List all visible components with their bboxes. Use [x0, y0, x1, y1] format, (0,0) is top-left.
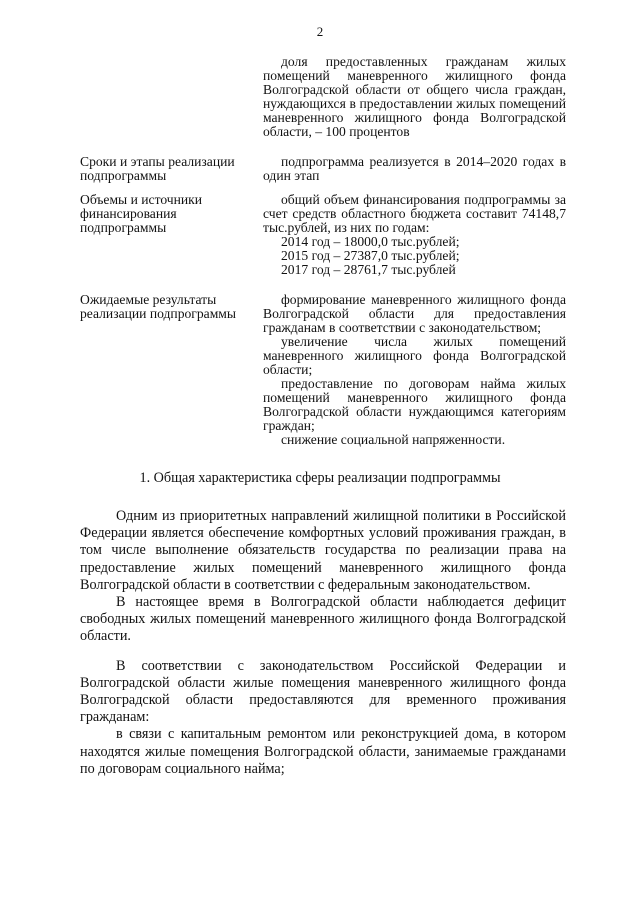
indicator-text: доля предоставленных гражданам жилых помещений маневренного жилищного фонда Волгоградской области от общего числа граждан, нуждающихся в предоставлении жилых помещений маневренного жилищного фонда Волгоградской области, – 100 процентов — [263, 54, 566, 139]
passport-label-results: Ожидаемые результаты реализации подпрограммы — [80, 292, 237, 321]
funding-text: общий объем финансирования подпрограммы за счет средств областного бюджета составит 74148,7 тыс.рублей, из них по годам: — [263, 192, 566, 235]
result-item: снижение социальной напряженности. — [281, 432, 506, 447]
result-item: формирование маневренного жилищного фонда Волгоградской области для предоставления гражданам в соответствии с законодательством; — [263, 292, 566, 335]
terms-text: подпрограмма реализуется в 2014–2020 годах в один этап — [263, 154, 566, 183]
passport-label-terms: Сроки и этапы реализации подпрограммы — [80, 154, 235, 183]
funding-year-2017: 2017 год – 28761,7 тыс.рублей — [281, 262, 456, 277]
passport-label-empty — [80, 55, 263, 139]
body-text — [80, 508, 566, 778]
paragraph: В соответствии с законодательством Российской Федерации и Волгоградской области жилые помещения маневренного жилищного фонда Волгоградской области предоставляются для временного проживания гражданам: — [80, 657, 566, 726]
funding-year-2015: 2015 год – 27387,0 тыс.рублей; — [281, 248, 460, 263]
paragraph: в связи с капитальным ремонтом или реконструкцией дома, в котором находятся жилые помещения Волгоградской области, занимаемые гражданами по договорам социального найма; — [80, 726, 566, 777]
passport-table — [80, 55, 566, 447]
section-title: 1. Общая характеристика сферы реализации подпрограммы — [139, 470, 501, 486]
passport-row-terms — [80, 155, 566, 183]
paragraph: Одним из приоритетных направлений жилищной политики в Российской Федерации является обеспечение комфортных условий проживания граждан, в том числе выполнение обязательств государства по реализации права на предоставление жилых помещений маневренного жилищного фонда Волгоградской области в соответствии с федеральным законодательством. — [80, 508, 566, 593]
passport-row-indicators — [80, 55, 566, 139]
passport-row-funding — [80, 193, 566, 277]
passport-row-results — [80, 293, 566, 447]
passport-label-funding: Объемы и источники финансирования подпрограммы — [80, 192, 203, 235]
paragraph: В настоящее время в Волгоградской области наблюдается дефицит свободных жилых помещений маневренного жилищного фонда Волгоградской области. — [80, 594, 566, 645]
page-number: 2 — [316, 24, 324, 39]
result-item: предоставление по договорам найма жилых помещений маневренного жилищного фонда Волгоградской области нуждающимся категориям граждан; — [263, 376, 566, 433]
funding-year-2014: 2014 год – 18000,0 тыс.рублей; — [281, 234, 460, 249]
result-item: увеличение числа жилых помещений маневренного жилищного фонда Волгоградской области; — [263, 334, 566, 377]
